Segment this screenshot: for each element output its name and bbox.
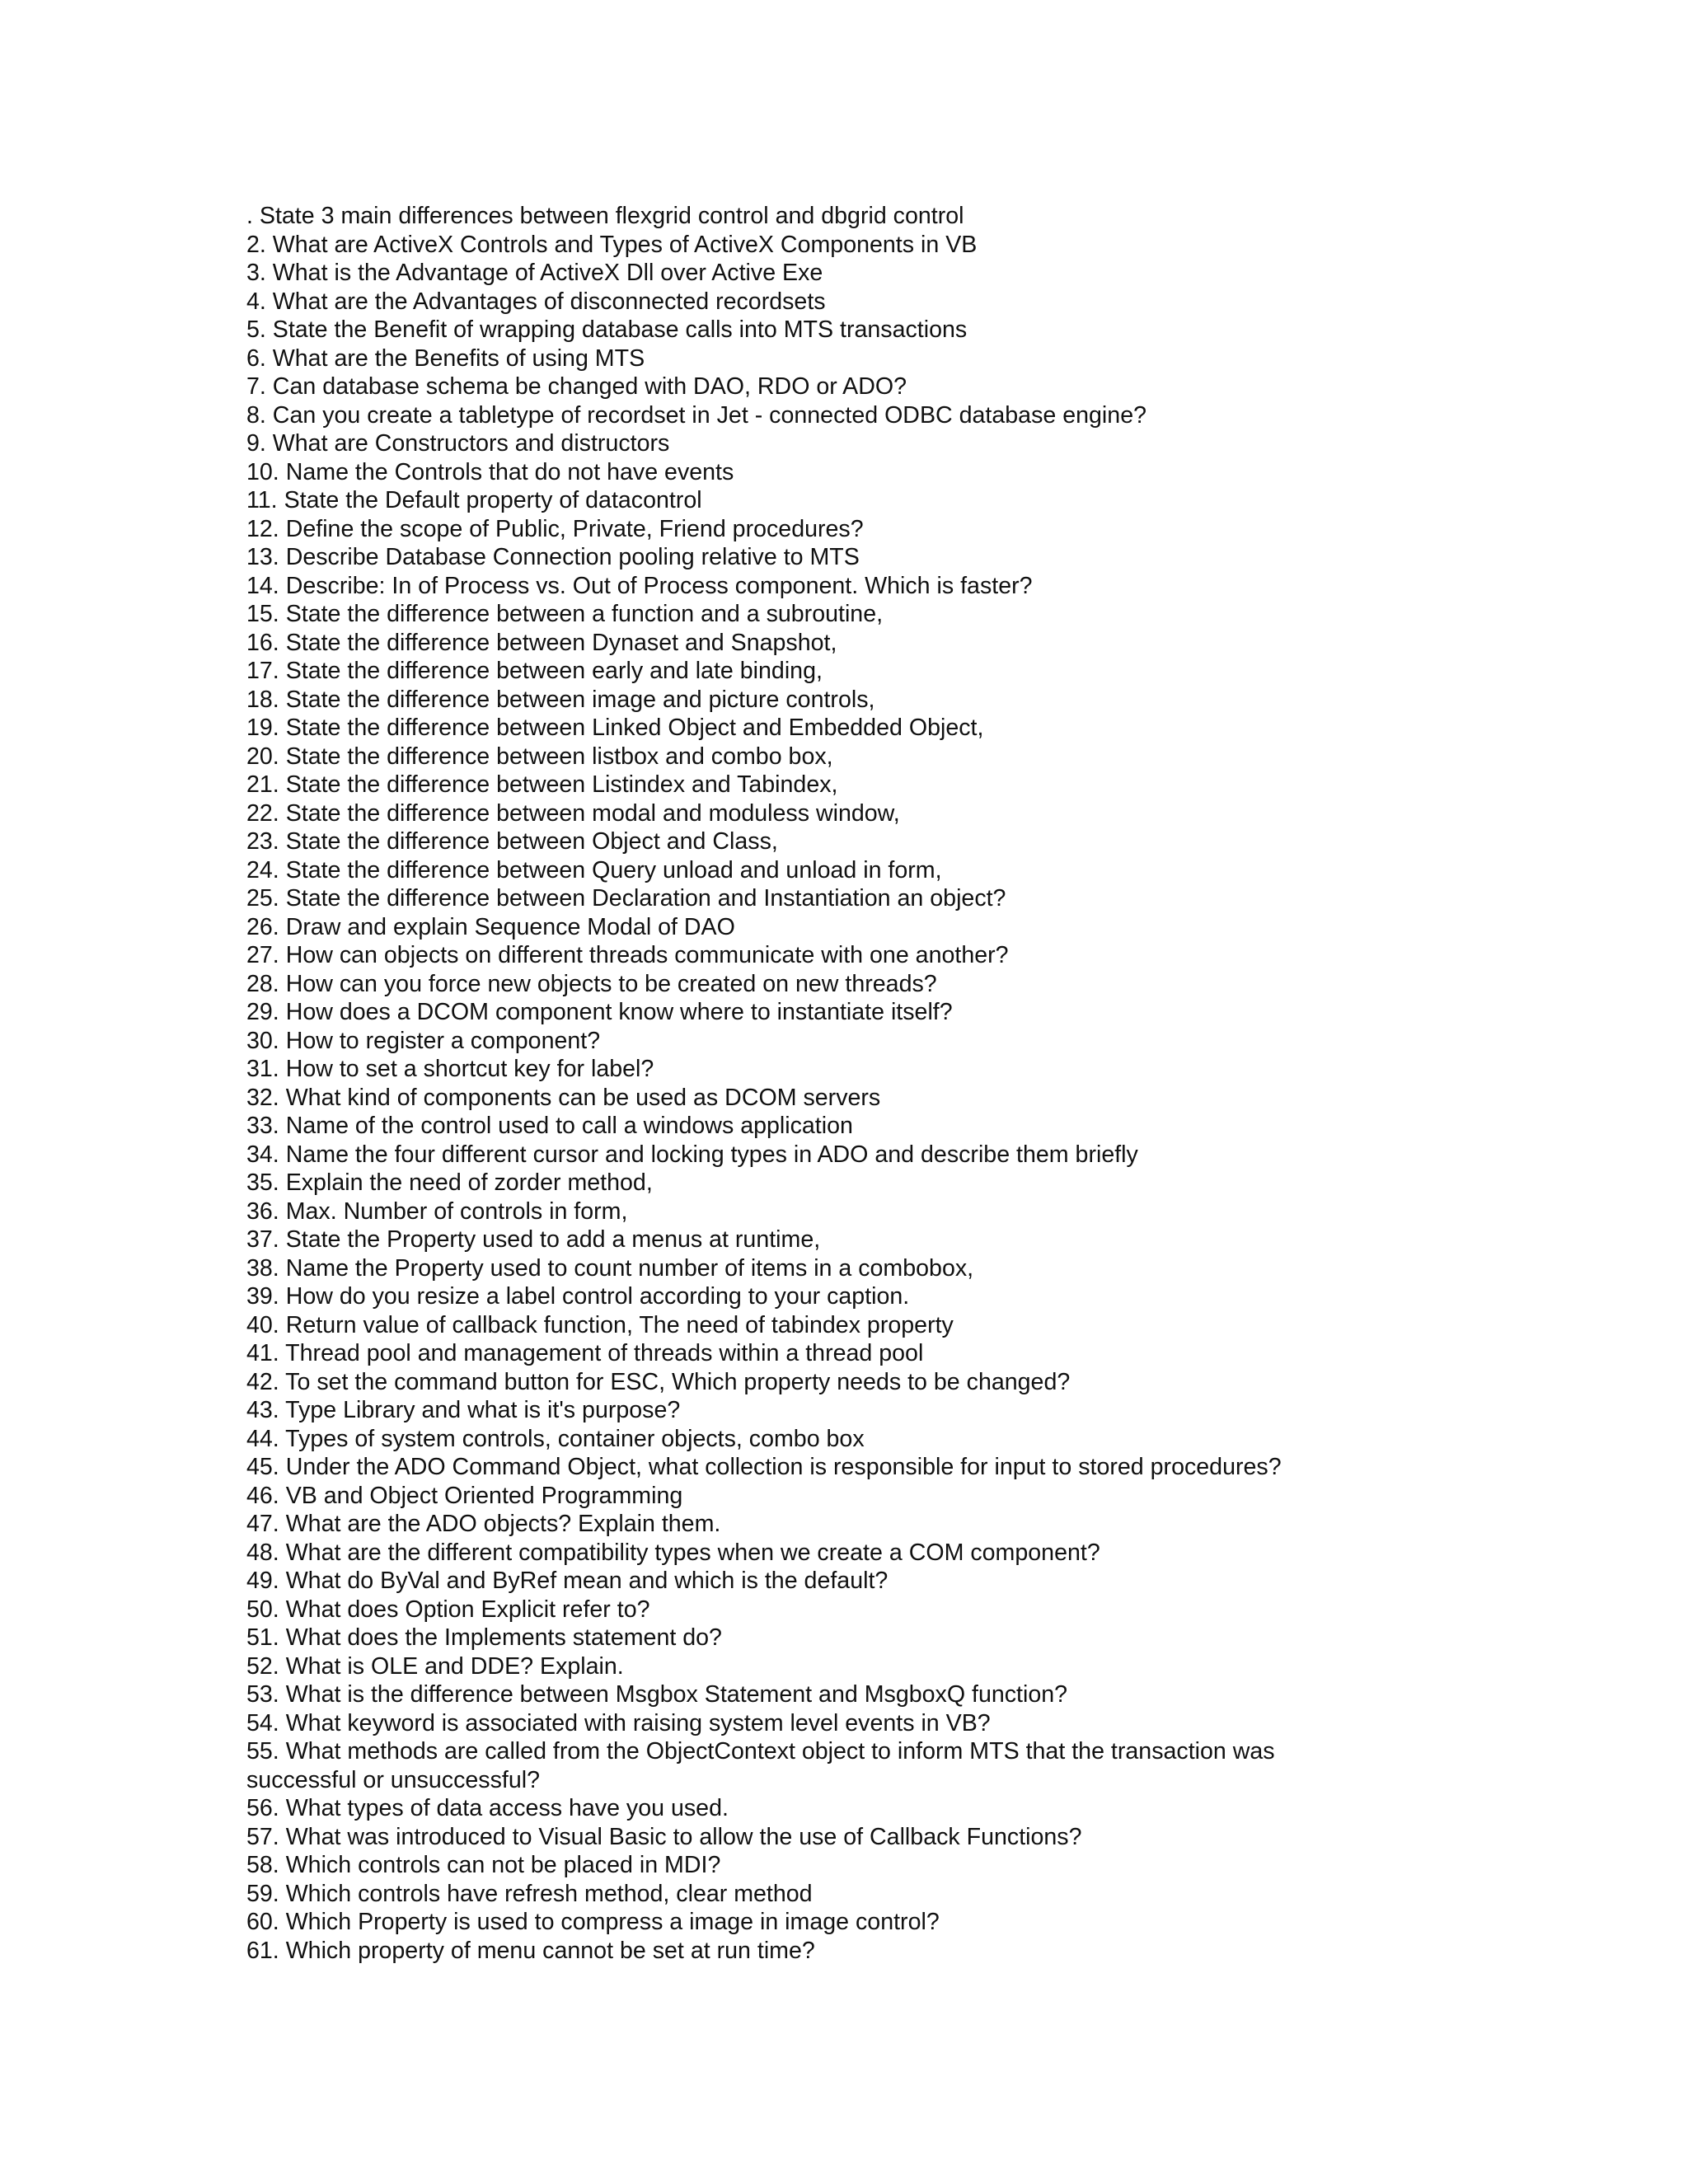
question-item: 19. State the difference between Linked Object and Embedded Object, — [246, 715, 984, 741]
question-item: 58. Which controls can not be placed in MDI? — [246, 1852, 721, 1878]
question-item: 60. Which Property is used to compress a image in image control? — [246, 1909, 940, 1935]
question-item: 7. Can database schema be changed with DAO, RDO or ADO? — [246, 373, 907, 400]
question-list — [246, 202, 1615, 1965]
question-item: 54. What keyword is associated with raising system level events in VB? — [246, 1709, 991, 1736]
question-item: 9. What are Constructors and distructors — [246, 430, 670, 457]
question-item: 59. Which controls have refresh method, clear method — [246, 1880, 813, 1907]
question-item: 27. How can objects on different threads communicate with one another? — [246, 942, 1009, 968]
question-item: 17. State the difference between early and late binding, — [246, 658, 823, 684]
question-item: 36. Max. Number of controls in form, — [246, 1197, 628, 1225]
question-item: 22. State the difference between modal and moduless window, — [246, 799, 900, 827]
question-item: 10. Name the Controls that do not have events — [246, 458, 734, 485]
question-item: 2. What are ActiveX Controls and Types of ActiveX Components in VB — [246, 231, 978, 258]
question-item: 29. How does a DCOM component know where to instantiate itself? — [246, 999, 953, 1025]
question-item: 20. State the difference between listbox and combo box, — [246, 743, 833, 770]
question-item: 4. What are the Advantages of disconnected recordsets — [246, 288, 826, 315]
question-item: 30. How to register a component? — [246, 1027, 601, 1054]
question-item: 49. What do ByVal and ByRef mean and which is the default? — [246, 1568, 889, 1594]
question-item: 23. State the difference between Object and Class, — [246, 828, 778, 855]
question-item: 47. What are the ADO objects? Explain them. — [246, 1511, 721, 1537]
question-item: 5. State the Benefit of wrapping database calls into MTS transactions — [246, 316, 968, 343]
question-item: 14. Describe: In of Process vs. Out of Process component. Which is faster? — [246, 572, 1033, 599]
question-item: 13. Describe Database Connection pooling relative to MTS — [246, 544, 860, 570]
question-item: 25. State the difference between Declaration and Instantiation an object? — [246, 885, 1006, 912]
question-item: 24. State the difference between Query unload and unload in form, — [246, 856, 942, 883]
question-item: 16. State the difference between Dynaset and Snapshot, — [246, 629, 837, 656]
question-item: 44. Types of system controls, container objects, combo box — [246, 1425, 865, 1452]
question-item: 37. State the Property used to add a menus at runtime, — [246, 1226, 821, 1253]
question-item: 43. Type Library and what is it's purpose? — [246, 1397, 681, 1423]
question-item: 55. What methods are called from the ObjectContext object to inform MTS that the transaction was successful or unsuccessful? — [246, 1738, 1275, 1793]
question-item: 12. Define the scope of Public, Private, Friend procedures? — [246, 515, 864, 542]
question-item: 56. What types of data access have you used. — [246, 1795, 729, 1821]
question-item: 6. What are the Benefits of using MTS — [246, 344, 645, 372]
question-item: 61. Which property of menu cannot be set at run time? — [246, 1937, 815, 1964]
question-item: 3. What is the Advantage of ActiveX Dll over Active Exe — [246, 260, 823, 286]
question-item: 46. VB and Object Oriented Programming — [246, 1482, 683, 1509]
question-item: 42. To set the command button for ESC, Which property needs to be changed? — [246, 1368, 1071, 1395]
question-item: 18. State the difference between image and picture controls, — [246, 686, 875, 713]
question-item: . State 3 main differences between flexgrid control and dbgrid control — [246, 203, 964, 229]
question-item: 32. What kind of components can be used as DCOM servers — [246, 1084, 881, 1111]
question-item: 40. Return value of callback function, The need of tabindex property — [246, 1311, 954, 1338]
question-item: 15. State the difference between a function and a subroutine, — [246, 601, 884, 627]
question-item: 21. State the difference between Listindex and Tabindex, — [246, 771, 838, 798]
question-item: 38. Name the Property used to count number of items in a combobox, — [246, 1254, 974, 1282]
question-item: 53. What is the difference between Msgbox Statement and MsgboxQ function? — [246, 1681, 1068, 1708]
question-item: 39. How do you resize a label control according to your caption. — [246, 1283, 910, 1310]
question-item: 48. What are the different compatibility types when we create a COM component? — [246, 1539, 1100, 1566]
question-item: 50. What does Option Explicit refer to? — [246, 1596, 650, 1623]
question-item: 57. What was introduced to Visual Basic to allow the use of Callback Functions? — [246, 1823, 1082, 1850]
question-item: 31. How to set a shortcut key for label? — [246, 1056, 654, 1082]
question-item: 51. What does the Implements statement do? — [246, 1624, 722, 1651]
question-item: 45. Under the ADO Command Object, what collection is responsible for input to stored procedures? — [246, 1454, 1282, 1480]
question-item: 26. Draw and explain Sequence Modal of DAO — [246, 913, 735, 940]
question-item: 52. What is OLE and DDE? Explain. — [246, 1652, 624, 1680]
question-item: 8. Can you create a tabletype of recordset in Jet - connected ODBC database engine? — [246, 401, 1146, 429]
question-item: 11. State the Default property of datacontrol — [246, 487, 702, 513]
question-item: 34. Name the four different cursor and locking types in ADO and describe them briefly — [246, 1141, 1138, 1168]
question-item: 35. Explain the need of zorder method, — [246, 1169, 653, 1196]
question-item: 28. How can you force new objects to be created on new threads? — [246, 970, 937, 997]
question-item: 33. Name of the control used to call a windows application — [246, 1113, 853, 1139]
question-item: 41. Thread pool and management of threads within a thread pool — [246, 1340, 924, 1366]
